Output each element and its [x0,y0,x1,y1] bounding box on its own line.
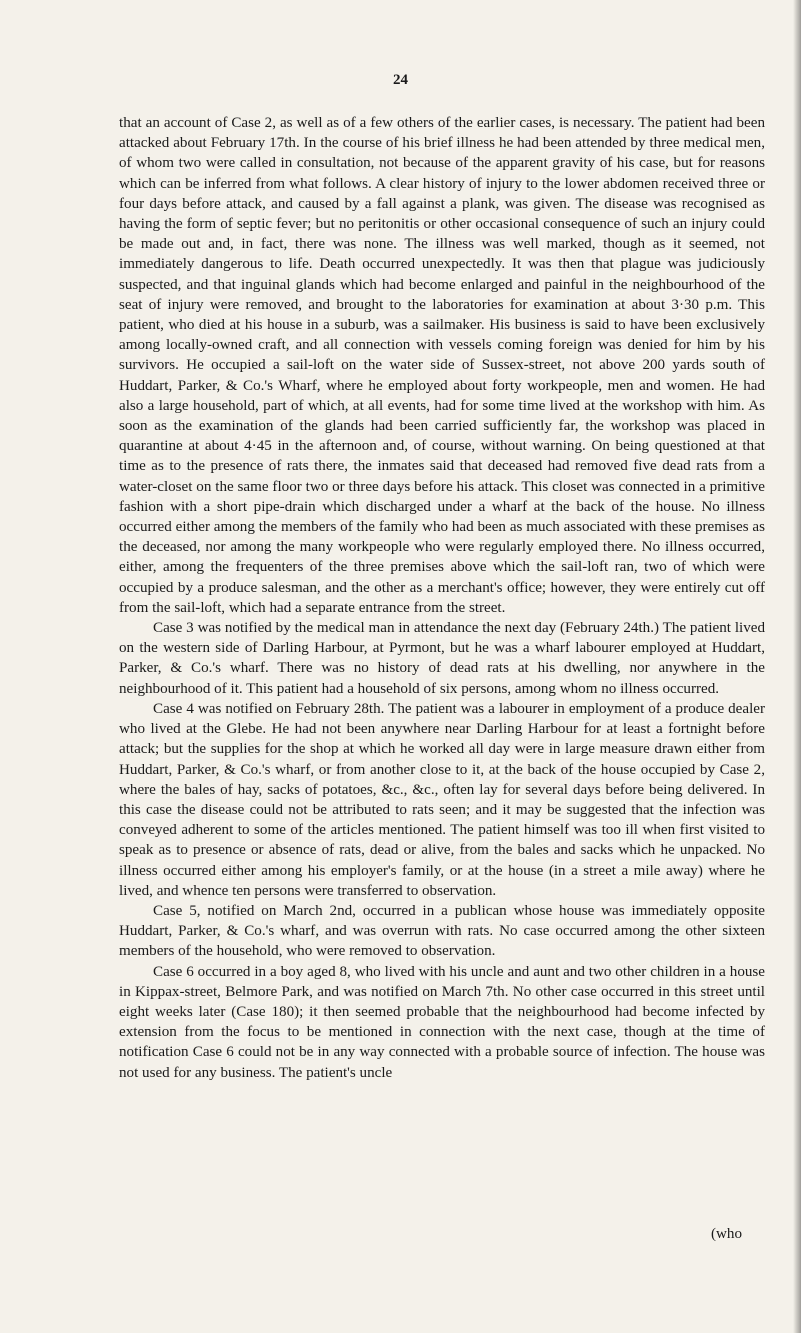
body-text [119,113,765,1083]
page-number: 24 [393,72,408,88]
catchword: (who [711,1226,743,1242]
paragraph-case-2: that an account of Case 2, as well as of a few others of the earlier cases, is necessary. The patient had been attacked about February 17th. In the course of his brief illness he had been attended by three medical men, of whom two were called in consultation, not because of the apparent gravity of his case, but for reasons which can be inferred from what follows. A clear history of injury to the lower abdomen received three or four days before attack, and caused by a fall against a plank, was given. The disease was recognised as having the form of septic fever; but no peritonitis or other occasional consequence of such an injury could be made out and, in fact, there was none. The illness was well marked, though as it seemed, not immediately dangerous to life. Death occurred unexpectedly. It was then that plague was judiciously suspected, and that inguinal glands which had become enlarged and painful in the neighbourhood of the seat of injury were removed, and brought to the laboratories for examination at about 3·30 p.m. This patient, who died at his house in a suburb, was a sailmaker. His business is said to have been exclusively among locally-owned craft, and all connection with vessels coming foreign was denied for him by his survivors. He occupied a sail-loft on the water side of Sussex-street, not above 200 yards south of Huddart, Parker, & Co.'s Wharf, where he employed about forty workpeople, men and women. He had also a large household, part of which, at all events, had for some time lived at the workshop with him. As soon as the examination of the glands had been carried sufficiently far, the workshop was placed in quarantine at about 4·45 in the afternoon and, of course, without warning. On being questioned at that time as to the presence of rats there, the inmates said that deceased had removed five dead rats from a water-closet on the same floor two or three days before his attack. This closet was connected in a primitive fashion with a short pipe-drain which discharged under a wharf at the back of the house. No illness occurred either among the members of the family who had been as much associated with these premises as the deceased, nor among the many workpeople who were regularly employed there. No illness occurred, either, among the frequenters of the three premises above which the sail-loft ran, two of which were occupied by a produce salesman, and the other as a merchant's office; however, they were entirely cut off from the sail-loft, which had a separate entrance from the street. [119,115,765,616]
paragraph-case-6: Case 6 occurred in a boy aged 8, who lived with his uncle and aunt and two other children in a house in Kippax-street, Belmore Park, and was notified on March 7th. No other case occurred in this street until eight weeks later (Case 180); it then seemed probable that the neighbourhood had become infected by extension from the focus to be mentioned in connection with the next case, though at the time of notification Case 6 could not be in any way connected with a probable source of infection. The house was not used for any business. The patient's uncle [119,963,765,1081]
paragraph-case-5: Case 5, notified on March 2nd, occurred in a publican whose house was immediately opposite Huddart, Parker, & Co.'s wharf, and was overrun with rats. No case occurred among the other sixteen members of the household, who were removed to observation. [119,902,765,960]
paragraph-case-4: Case 4 was notified on February 28th. The patient was a labourer in employment of a produce dealer who lived at the Glebe. He had not been anywhere near Darling Harbour for at least a fortnight before attack; but the supplies for the shop at which he worked all day were in large measure drawn either from Huddart, Parker, & Co.'s wharf, or from another close to it, at the back of the house occupied by Case 2, where the bales of hay, sacks of potatoes, &c., &c., often lay for several days before being delivered. In this case the disease could not be attributed to rats seen; and it may be suggested that the infection was conveyed adherent to some of the articles mentioned. The patient himself was too ill when first visited to speak as to presence or absence of rats, dead or alive, from the bales and sacks which he unpacked. No illness occurred either among his employer's family, or at the house (in a street a mile away) where he lived, and whence ten persons were transferred to observation. [119,700,765,899]
page-edge-shadow [793,0,801,1333]
paragraph-case-3: Case 3 was notified by the medical man in attendance the next day (February 24th.) The patient lived on the western side of Darling Harbour, at Pyrmont, but he was a wharf labourer employed at Huddart, Parker, & Co.'s wharf. There was no history of dead rats at his dwelling, nor anywhere in the neighbourhood of it. This patient had a household of six persons, among whom no illness occurred. [119,620,765,697]
